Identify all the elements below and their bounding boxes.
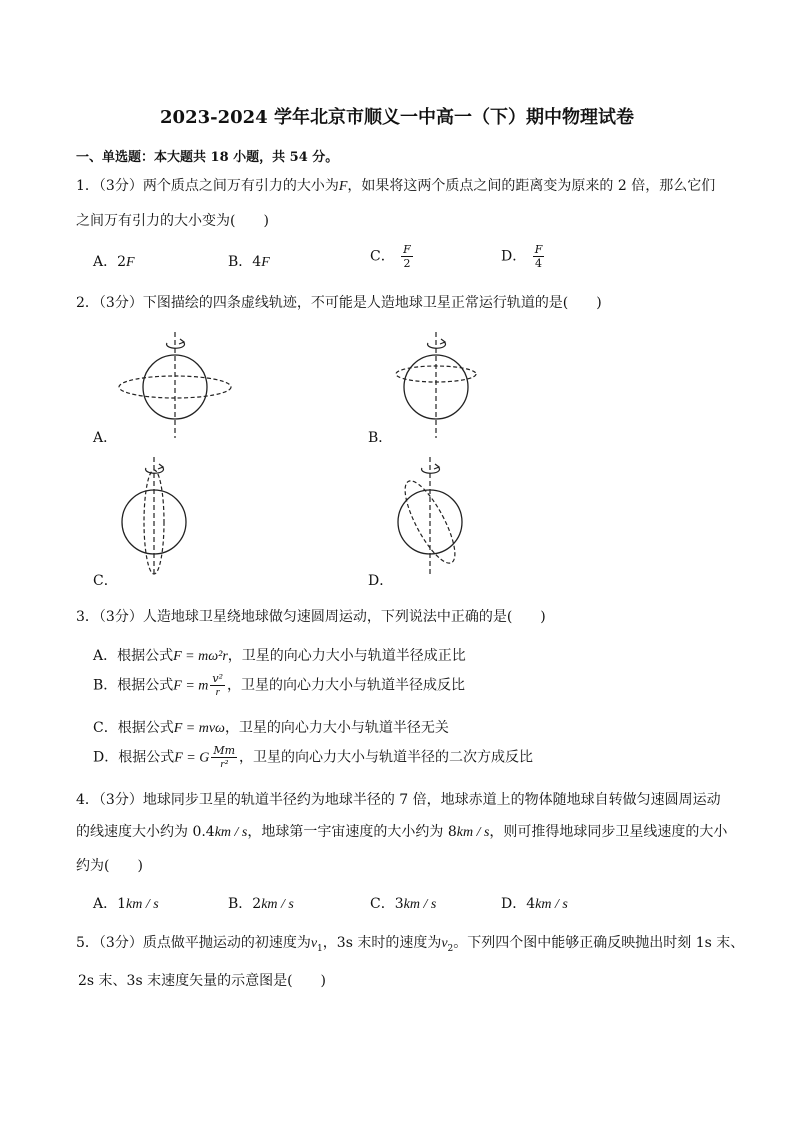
q3-stem: 3．（3分）人造地球卫星绕地球做匀速圆周运动，下列说法中正确的是( ) [76,609,546,625]
q5-text-a: 5．（3分）质点做平抛运动的初速度为 [76,935,311,951]
q5-var-v2: v [441,936,448,951]
q3-option-b-post: ，卫星的向心力大小与轨道半径成反比 [227,677,466,694]
q1-var-f: F [338,179,348,194]
q4-text-a: 的线速度大小约为 0.4 [76,824,215,840]
q1-option-d-fraction [533,243,545,270]
q1-option-c[interactable] [370,243,415,270]
q4-option-b-unit: km / s [261,897,294,912]
q2-option-b[interactable]: B． [368,430,393,446]
rotation-arrowhead-icon [158,464,163,469]
q3-option-b[interactable] [93,672,465,699]
q4-option-a-text: A．1 [93,896,127,912]
q3-option-a-formula: F = mω²r [173,649,228,664]
q3-option-b-num: v² [212,672,224,685]
page-title: 2023-2024 学年北京市顺义一中高一（下）期中物理试卷 [160,107,634,128]
q5-sub-2: 2 [447,943,454,954]
q1-option-d-num: F [534,243,543,256]
q3-option-d-pre: D．根据公式 [93,749,175,766]
q3-option-b-fraction [210,672,225,699]
q1-text-b: ，如果将这两个质点之间的距离变为原来的 2 倍，那么它们 [347,178,716,194]
q3-option-a[interactable] [93,645,466,665]
q1-stem-line2: 之间万有引力的大小变为( ) [76,213,269,229]
q3-option-a-post: ，卫星的向心力大小与轨道半径成正比 [227,648,466,664]
q3-option-d-den: r² [220,758,228,770]
q1-stem-line1 [76,175,715,195]
q1-option-b-text: B．4 [228,254,262,270]
q1-option-d-den: 4 [535,257,542,270]
q4-text-c: ，则可推得地球同步卫星线速度的大小 [489,824,728,840]
globe-diagram-a [110,330,240,440]
q1-option-b[interactable] [228,251,270,271]
q1-option-c-text: C． [370,248,395,265]
q4-unit-1: km / s [214,825,248,840]
q4-text-b: ，地球第一宇宙速度的大小约为 8 [247,824,457,840]
q4-option-c[interactable] [370,893,436,913]
q3-option-d-num: Mm [213,744,236,757]
q3-option-d-fraction [211,744,237,771]
q1-option-a[interactable] [93,251,135,271]
q4-option-a[interactable] [93,893,159,913]
rotation-arrowhead-icon [179,339,184,344]
q5-text-c: 。下列四个图中能够正确反映抛出时刻 1s 末、 [453,935,745,951]
q3-option-c-pre: C．根据公式 [93,720,174,736]
q4-option-c-text: C．3 [370,896,404,912]
q1-option-a-text: A．2 [93,254,127,270]
q3-option-b-pre: B．根据公式 [93,677,174,694]
globe-diagram-b [372,330,502,440]
section-heading: 一、单选题：本大题共 18 小题，共 54 分。 [76,150,339,165]
q3-option-c[interactable] [93,717,449,737]
q3-option-c-post: ，卫星的向心力大小与轨道半径无关 [224,720,449,736]
q4-stem-line1: 4．（3分）地球同步卫星的轨道半径约为地球半径的 7 倍，地球赤道上的物体随地球自转做匀速圆周运动 [76,792,721,808]
q1-text-a: 1．（3分）两个质点之间万有引力的大小为 [76,178,339,194]
q5-text-b: ，3s 末时的速度为 [322,935,442,951]
q4-option-d[interactable] [501,893,568,913]
q2-option-a[interactable]: A． [93,430,118,446]
q1-option-d-text: D． [501,248,527,265]
q1-option-c-fraction [401,243,413,270]
q5-sub-1: 1 [317,943,323,954]
q4-stem-line3: 约为( ) [76,858,143,874]
q1-option-c-num: F [403,243,411,256]
q3-option-d[interactable] [93,744,533,771]
q2-stem: 2．（3分）下图描绘的四条虚线轨迹，不可能是人造地球卫星正常运行轨道的是( ) [76,295,602,311]
globe-diagram-d [388,455,478,580]
q3-option-b-den: r [215,686,220,698]
q1-option-c-den: 2 [403,257,411,270]
q1-option-d[interactable] [501,243,546,270]
q4-option-d-unit: km / s [535,897,568,912]
q4-option-d-text: D．4 [501,896,536,912]
rotation-arrowhead-icon [434,464,439,469]
rotation-arrowhead-icon [440,339,445,344]
q1-option-a-var: F [126,255,135,270]
q2-option-c[interactable]: C． [93,573,118,589]
q4-unit-2: km / s [456,825,490,840]
q5-stem-line2: 2s 末、3s 末速度矢量的示意图是( ) [78,973,327,989]
q3-option-b-formula: F = m [173,678,209,694]
q4-option-a-unit: km / s [126,897,159,912]
q4-option-b[interactable] [228,893,294,913]
q3-option-d-post: ，卫星的向心力大小与轨道半径的二次方成反比 [239,749,534,766]
q4-stem-line2 [76,821,727,841]
q5-stem-line1 [76,932,744,954]
q4-option-c-unit: km / s [403,897,437,912]
q3-option-c-formula: F = mvω [173,721,225,736]
q1-option-b-var: F [261,255,270,270]
q4-option-b-text: B．2 [228,896,262,912]
q5-var-v1: v [310,936,318,951]
q2-option-d[interactable]: D． [368,573,394,589]
q3-option-a-pre: A．根据公式 [93,648,174,664]
q3-option-d-formula: F = G [174,750,210,766]
globe-diagram-c [110,455,200,580]
orbit-ellipse-a [119,376,231,398]
